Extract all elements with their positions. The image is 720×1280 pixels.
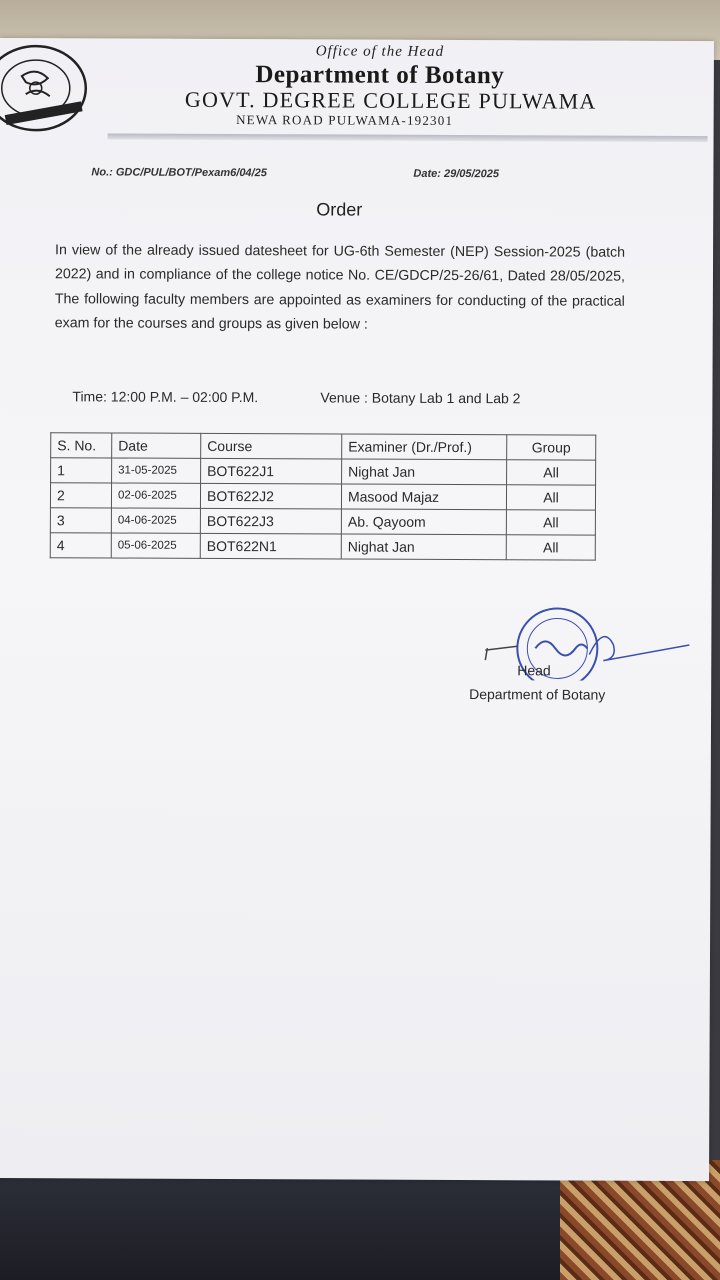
table-row	[50, 508, 595, 535]
cell-date: 02-06-2025	[111, 483, 200, 508]
header-examiner: Examiner (Dr./Prof.)	[342, 434, 507, 460]
cell-sno: 3	[50, 508, 111, 533]
document-page	[0, 38, 714, 1181]
order-body: In view of the already issued datesheet for UG-6th Semester (NEP) Session-2025 (batch 2022) and in compliance of the college notice No. CE/GDCP/25-26/61, Dated 28/05/2025, The following faculty members are appointed as examiners for conducting of the practical exam for the courses and groups as given below :	[54, 242, 626, 333]
cell-group: All	[506, 485, 595, 510]
cell-examiner: Ab. Qayoom	[341, 509, 506, 535]
order-title: Order	[316, 199, 363, 220]
department-heading: Department of Botany	[255, 61, 505, 90]
reference-number: No.: GDC/PUL/BOT/Pexam6/04/25	[91, 166, 267, 180]
cell-sno: 2	[50, 483, 111, 508]
college-address: NEWA ROAD PULWAMA-192301	[236, 112, 454, 128]
stamp-and-signature	[477, 600, 697, 681]
cell-sno: 1	[51, 458, 112, 483]
cell-examiner: Nighat Jan	[342, 459, 507, 485]
header-course: Course	[201, 433, 342, 459]
cell-date: 05-06-2025	[111, 533, 200, 558]
signature-title: Head	[517, 662, 551, 679]
header-date: Date	[112, 433, 201, 458]
table-row	[50, 533, 595, 560]
office-heading: Office of the Head	[315, 43, 445, 60]
cell-date: 31-05-2025	[112, 458, 201, 483]
cell-course: BOT622J3	[200, 508, 341, 534]
header-group: Group	[507, 435, 596, 460]
college-heading: GOVT. DEGREE COLLEGE PULWAMA	[184, 86, 597, 114]
table-row	[50, 483, 595, 510]
cell-course: BOT622N1	[200, 533, 341, 559]
cell-group: All	[506, 535, 595, 560]
cell-examiner: Nighat Jan	[341, 534, 506, 560]
exam-venue: Venue : Botany Lab 1 and Lab 2	[320, 389, 521, 407]
header-divider	[108, 133, 708, 142]
table-header-row	[51, 433, 596, 460]
cell-examiner: Masood Majaz	[341, 484, 506, 510]
signature-department: Department of Botany	[469, 686, 606, 703]
order-date: Date: 29/05/2025	[413, 167, 500, 181]
cell-group: All	[506, 510, 595, 535]
college-logo	[0, 42, 92, 134]
exam-time: Time: 12:00 P.M. – 02:00 P.M.	[72, 388, 259, 406]
cell-course: BOT622J2	[200, 483, 341, 509]
table-row	[51, 458, 596, 485]
cell-sno: 4	[50, 533, 111, 558]
cell-group: All	[507, 460, 596, 485]
cell-date: 04-06-2025	[111, 508, 200, 533]
header-sno: S. No.	[51, 433, 112, 458]
cell-course: BOT622J1	[201, 458, 342, 484]
examiner-table	[50, 432, 597, 560]
